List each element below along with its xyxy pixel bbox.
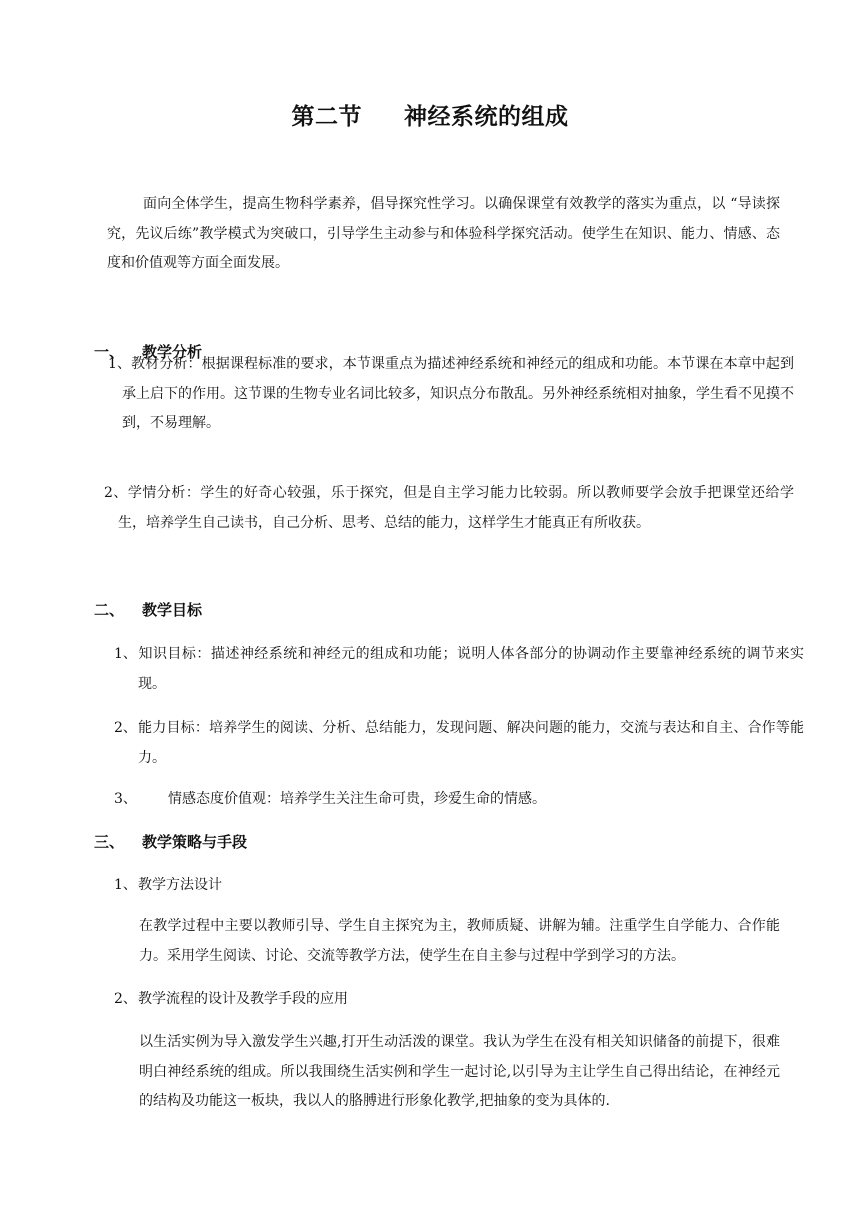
section-number: 三、 [94, 833, 125, 851]
item-text: 情感态度价值观：培养学生关注生命可贵，珍爱生命的情感。 [168, 791, 546, 807]
item-number: 2、 [114, 720, 137, 736]
intro-paragraph: 面向全体学生，提高生物科学素养，倡导探究性学习。以确保课堂有效教学的落实为重点，以 “导读探究，先议后练”教学模式为突破口，引导学生主动参与和体验科学探究活动。使学生在知识、能力、情感、态度和价值观等方面全面发展。 [107, 196, 780, 271]
section-number: 二、 [94, 601, 125, 619]
goal-item-knowledge [114, 640, 804, 699]
section-title: 教学分析 [142, 343, 203, 361]
strategy-methods-body: 在教学过程中主要以教师引导、学生自主探究为主，教师质疑、讲解为辅。注重学生自学能力、合作能力。采用学生阅读、讨论、交流等教学方法，使学生在自主参与过程中学到学习的方法。 [139, 918, 780, 964]
analysis-item-textbook: 1、教材分析：根据课程标准的要求，本节课重点为描述神经系统和神经元的组成和功能。本节课在本章中起到承上启下的作用。这节课的生物专业名词比较多，知识点分布散乱。另外神经系统相对抽象，学生看不见摸不到，不易理解。 [108, 356, 794, 431]
strategy-item-methods [114, 871, 780, 901]
strategy-item-flow [114, 985, 780, 1015]
title-name: 神经系统的组成 [404, 104, 569, 130]
item-text: 能力目标：培养学生的阅读、分析、总结能力，发现问题、解决问题的能力，交流与表达和自主、合作等能力。 [138, 720, 804, 766]
section-title: 教学策略与手段 [142, 833, 248, 851]
analysis-item-students: 2、学情分析：学生的好奇心较强，乐于探究，但是自主学习能力比较弱。所以教师要学会放手把课堂还给学生，培养学生自己读书，自己分析、思考、总结的能力，这样学生才能真正有所收获。 [104, 485, 794, 531]
item-text: 教学方法设计 [138, 877, 222, 893]
strategy-flow-body: 以生活实例为导入激发学生兴趣,打开生动活泼的课堂。我认为学生在没有相关知识储备的前提下，很难明白神经系统的组成。所以我围绕生活实例和学生一起讨论,以引导为主让学生自己得出结论，在神经元的结构及功能这一板块，我以人的胳膊进行形象化教学,把抽象的变为具体的. [139, 1034, 780, 1109]
page-title [0, 100, 860, 134]
item-number: 2、 [114, 991, 137, 1007]
item-number: 3、 [114, 791, 137, 807]
item-number: 1、 [114, 877, 137, 893]
goal-item-ability [114, 714, 804, 773]
item-text: 教学流程的设计及教学手段的应用 [138, 991, 348, 1007]
section-heading-goals [94, 598, 202, 622]
section-title: 教学目标 [142, 601, 203, 619]
section-heading-strategy [94, 830, 247, 854]
item-text: 知识目标：描述神经系统和神经元的组成和功能；说明人体各部分的协调动作主要靠神经系统的调节来实现。 [138, 646, 804, 692]
section-number: 一、 [94, 343, 125, 361]
goal-item-emotion [114, 785, 780, 815]
item-number: 1、 [114, 646, 137, 662]
title-section: 第二节 [291, 104, 362, 130]
